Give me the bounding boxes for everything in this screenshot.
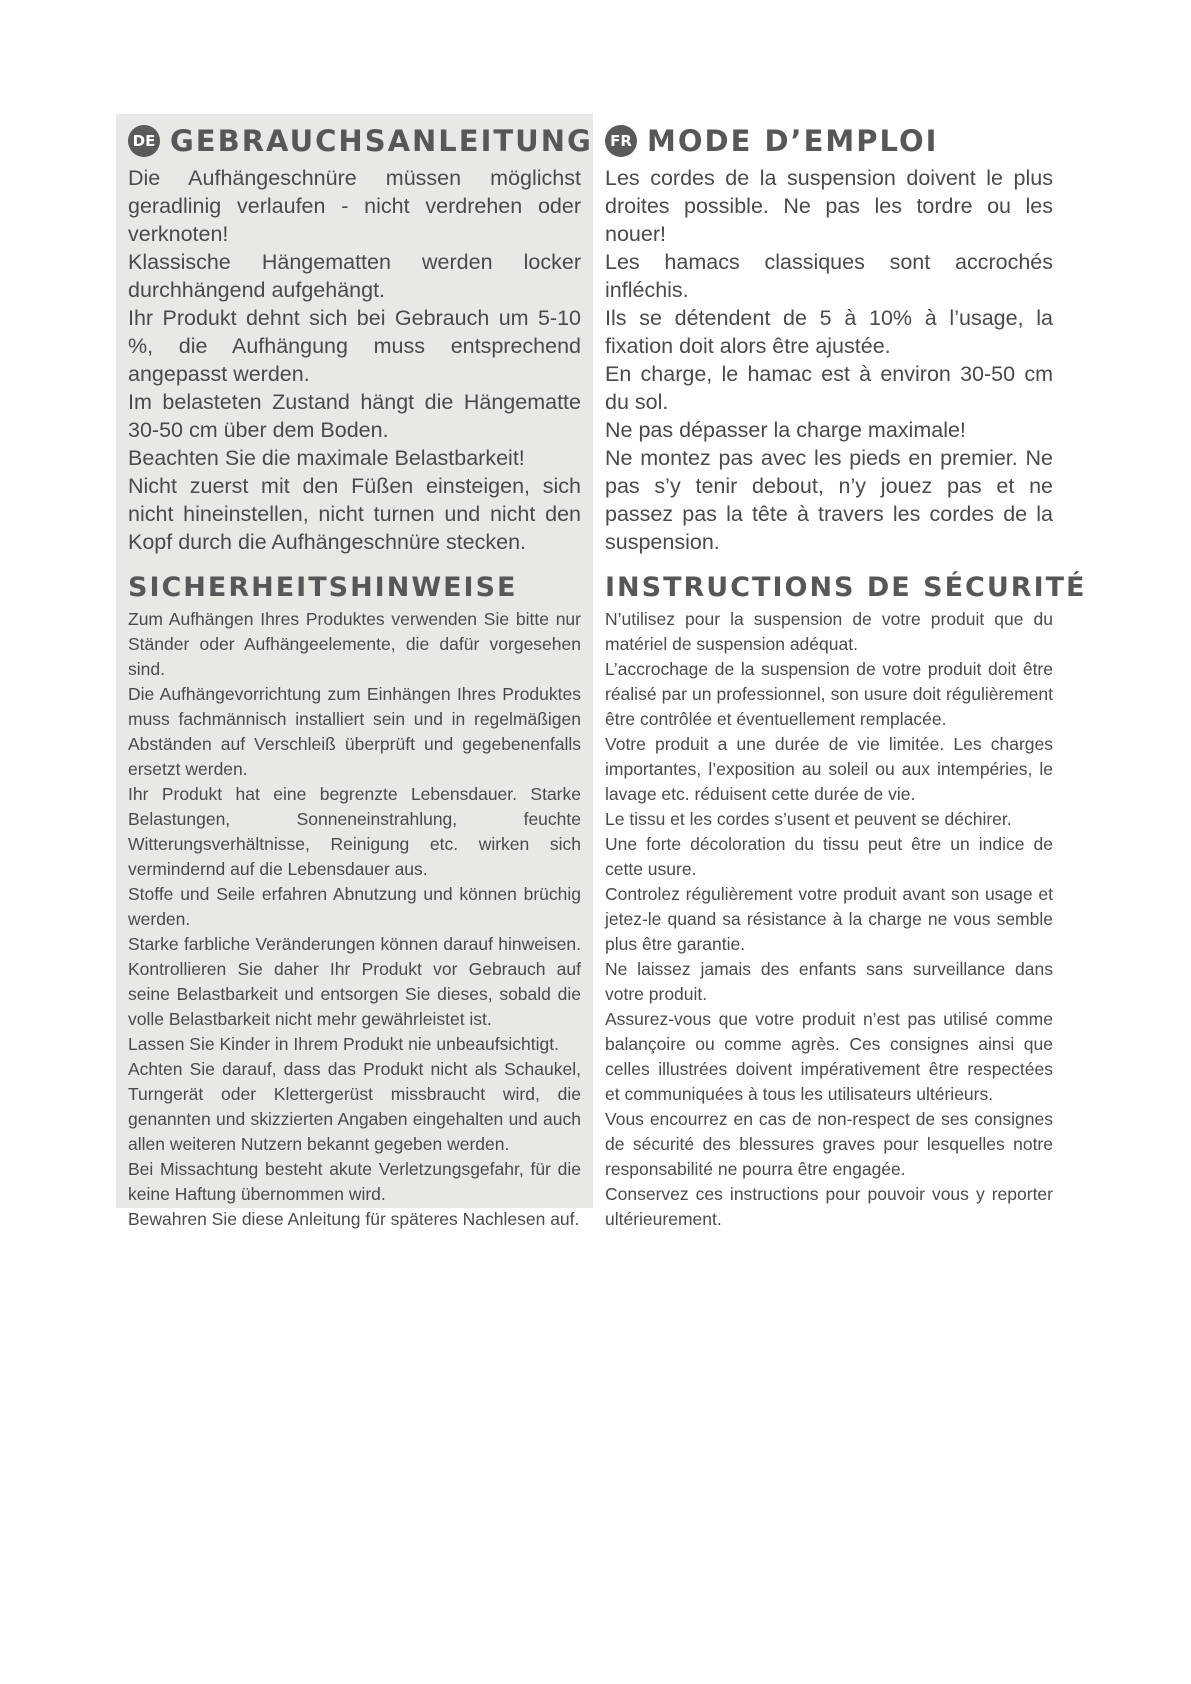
german-heading [128, 124, 593, 158]
french-safety-note: Le tissu et les cordes s’usent et peuvent se déchirer. [605, 809, 1012, 829]
german-instructions-title: GEBRAUCHSANLEITUNG [170, 124, 593, 158]
french-safety-title: INSTRUCTIONS DE SÉCURITÉ [605, 572, 1087, 603]
german-safety-note: Starke farbliche Veränderungen können darauf hinweisen. Kontrollieren Sie daher Ihr Produkt vor Gebrauch auf seine Belastbarkeit und entsorgen Sie dieses, sobald die volle Belastbarkeit nicht mehr gewährleistet ist. [128, 934, 581, 1029]
french-safety-note: Votre produit a une durée de vie limitée. Les charges importantes, l’exposition au soleil ou aux intempéries, le lavage etc. réduisent cette durée de vie. [605, 734, 1053, 804]
french-instruction: Ne montez pas avec les pieds en premier. Ne pas s’y tenir debout, n’y jouez pas et ne passez pas la tête à travers les cordes de la suspension. [605, 446, 1053, 554]
german-safety-note: Achten Sie darauf, dass das Produkt nicht als Schaukel, Turngerät oder Klettergerüst missbraucht wird, die genannten und skizzierten Angaben eingehalten und auch allen weiteren Nutzern bekannt gegeben werden. [128, 1059, 581, 1154]
french-safety-note: Vous encourrez en cas de non-respect de ses consignes de sécurité des blessures graves pour lesquelles notre responsabilité ne pourra être engagée. [605, 1109, 1053, 1179]
german-instruction: Im belasteten Zustand hängt die Hängematte 30-50 cm über dem Boden. [128, 390, 581, 442]
german-instruction: Nicht zuerst mit den Füßen einsteigen, sich nicht hineinstellen, nicht turnen und nicht den Kopf durch die Aufhängeschnüre stecken. [128, 474, 581, 554]
french-instructions-title: MODE D’EMPLOI [647, 124, 939, 158]
french-heading [605, 124, 1053, 158]
german-safety-note: Ihr Produkt hat eine begrenzte Lebensdauer. Starke Belastungen, Sonneneinstrahlung, feuchte Witterungsverhältnisse, Reinigung etc. wirken sich vermindernd auf die Lebensdauer aus. [128, 784, 581, 879]
french-instruction: En charge, le hamac est à environ 30-50 cm du sol. [605, 362, 1053, 414]
french-safety-note: L’accrochage de la suspension de votre produit doit être réalisé par un professionnel, son usure doit régulièrement être contrôlée et éventuellement remplacée. [605, 659, 1053, 729]
german-instruction: Die Aufhängeschnüre müssen möglichst geradlinig verlaufen - nicht verdrehen oder verknoten! [128, 166, 581, 246]
german-safety-title: SICHERHEITSHINWEISE [128, 572, 518, 603]
german-column [116, 114, 593, 1229]
language-badge-fr: FR [605, 125, 637, 157]
german-instruction: Ihr Produkt dehnt sich bei Gebrauch um 5-10 %, die Aufhängung muss entsprechend angepasst werden. [128, 306, 581, 386]
french-safety-note: Ne laissez jamais des enfants sans surveillance dans votre produit. [605, 959, 1053, 1004]
german-instruction: Klassische Hängematten werden locker durchhängend aufgehängt. [128, 250, 581, 302]
german-safety-note: Stoffe und Seile erfahren Abnutzung und können brüchig werden. [128, 884, 581, 929]
german-safety-note: Bei Missachtung besteht akute Verletzungsgefahr, für die keine Haftung übernommen wird. [128, 1159, 581, 1204]
french-safety-note: Conservez ces instructions pour pouvoir vous y reporter ultérieurement. [605, 1184, 1053, 1229]
german-safety-note: Bewahren Sie diese Anleitung für späteres Nachlesen auf. [128, 1209, 580, 1229]
french-safety-note: N’utilisez pour la suspension de votre produit que du matériel de suspension adéquat. [605, 609, 1053, 654]
german-instruction: Beachten Sie die maximale Belastbarkeit! [128, 446, 525, 470]
french-instruction: Ne pas dépasser la charge maximale! [605, 418, 966, 442]
german-safety-note: Lassen Sie Kinder in Ihrem Produkt nie unbeaufsichtigt. [128, 1034, 559, 1054]
german-safety-note: Die Aufhängevorrichtung zum Einhängen Ihres Produktes muss fachmännisch installiert sein und in regelmäßigen Abständen auf Verschleiß überprüft und gegebenenfalls ersetzt werden. [128, 684, 581, 779]
french-instruction: Les hamacs classiques sont accrochés infléchis. [605, 250, 1053, 302]
french-instruction: Les cordes de la suspension doivent le plus droites possible. Ne pas les tordre ou les nouer! [605, 166, 1053, 246]
language-badge-de: DE [128, 125, 160, 157]
french-safety-note: Controlez régulièrement votre produit avant son usage et jetez-le quand sa résistance à la charge ne vous semble plus être garantie. [605, 884, 1053, 954]
french-column [593, 114, 1087, 1232]
french-instruction: Ils se détendent de 5 à 10% à l’usage, la fixation doit alors être ajustée. [605, 306, 1053, 358]
german-safety-note: Zum Aufhängen Ihres Produktes verwenden Sie bitte nur Ständer oder Aufhängeelemente, die dafür vorgesehen sind. [128, 609, 581, 679]
french-safety-note: Une forte décoloration du tissu peut être un indice de cette usure. [605, 834, 1053, 879]
french-safety-note: Assurez-vous que votre produit n’est pas utilisé comme balançoire ou comme agrès. Ces consignes ainsi que celles illustrées doivent impérativement être respectées et communiquées à tous les utilisateurs ultérieurs. [605, 1009, 1053, 1104]
